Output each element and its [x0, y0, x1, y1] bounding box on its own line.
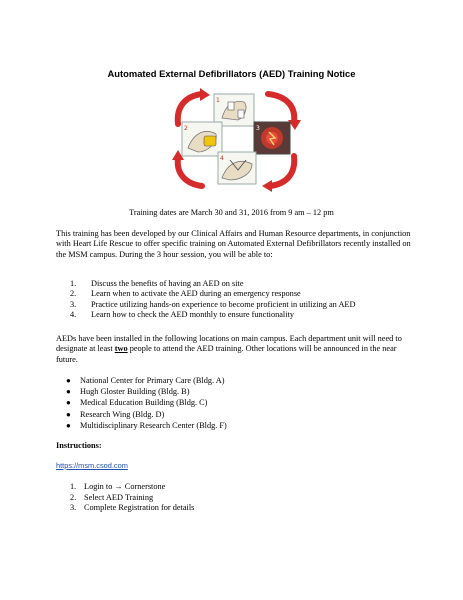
- list-number: 3.: [70, 503, 77, 513]
- list-number: 1.: [70, 482, 77, 491]
- bullet-icon: ●: [66, 376, 71, 385]
- aed-steps-diagram: [168, 88, 304, 192]
- cycle-arrow-icon: [262, 156, 294, 192]
- list-item-text: Research Wing (Bldg. D): [80, 409, 165, 419]
- intro-paragraph: This training has been developed by our Clinical Affairs and Human Resource departments, in conjunction with Heart Life Rescue to offer specific training on Automated External Defibrillators recently installed on the MSM campus. During the 3 hour session, you will be able to:: [56, 229, 411, 259]
- registration-link[interactable]: https://msm.csod.com: [56, 461, 128, 470]
- list-number: 3.: [70, 299, 77, 309]
- bullet-icon: ●: [66, 387, 71, 397]
- list-item: [66, 398, 227, 409]
- list-item-text: National Center for Primary Care (Bldg. A): [80, 376, 225, 385]
- list-number: 1.: [70, 279, 77, 288]
- list-item-text: Practice utilizing hands-on experience to become proficient in utilizing an AED: [91, 299, 356, 309]
- notice-title: Automated External Defibrillators (AED) Training Notice: [107, 68, 356, 79]
- list-item-text: Medical Education Building (Bldg. C): [80, 398, 208, 408]
- list-item: [70, 493, 194, 504]
- objectives-list: [70, 279, 356, 321]
- list-item-text: Select AED Training: [84, 492, 154, 502]
- list-item-text: Login to → Cornerstone: [84, 482, 166, 491]
- list-item-text: Hugh Gloster Building (Bldg. B): [80, 387, 190, 397]
- bullet-icon: ●: [66, 420, 71, 430]
- list-number: 2.: [70, 289, 77, 299]
- cpr-compression-icon: [218, 152, 256, 184]
- locations-list: [66, 376, 227, 432]
- aed-pads-placement-icon: [214, 94, 254, 126]
- list-item: [66, 387, 227, 398]
- training-dates: Training dates are March 30 and 31, 2016 from 9 am – 12 pm: [129, 208, 334, 217]
- list-item: [70, 503, 194, 514]
- bullet-icon: ●: [66, 398, 71, 408]
- list-item-text: Learn when to activate the AED during an emergency response: [91, 289, 301, 299]
- cycle-arrow-icon: [178, 88, 210, 124]
- step-number: 4: [220, 155, 224, 162]
- emphasis-text: two: [114, 344, 128, 354]
- registration-steps-list: [70, 482, 194, 514]
- instructions-heading: Instructions:: [56, 441, 102, 450]
- list-item-text: Multidisciplinary Research Center (Bldg. F): [80, 420, 227, 430]
- paragraph-text: AEDs have been installed in the following locations on main campus. Each department unit will need to designate at least: [56, 334, 402, 354]
- list-item-text: Discuss the benefits of having an AED on site: [91, 279, 244, 288]
- list-item: [66, 376, 227, 387]
- bullet-icon: ●: [66, 409, 71, 419]
- aed-analyze-icon: [182, 122, 222, 156]
- list-number: 4.: [70, 310, 77, 320]
- step-number: 1: [216, 97, 220, 104]
- aed-locations-paragraph: [56, 334, 416, 365]
- step-number: 3: [256, 125, 260, 132]
- list-item: [66, 410, 227, 421]
- list-item: [66, 421, 227, 432]
- list-item-text: Learn how to check the AED monthly to ensure functionality: [91, 310, 294, 320]
- list-item: [70, 289, 356, 299]
- heart-shock-icon: [254, 122, 290, 154]
- list-item-text: Complete Registration for details: [84, 503, 195, 513]
- step-number: 2: [184, 125, 188, 132]
- list-item: [70, 279, 356, 289]
- paragraph-text: people to attend the AED training. Other locations will be announced in the near future.: [56, 344, 397, 364]
- list-item: [70, 300, 356, 310]
- list-item: [70, 482, 194, 493]
- list-number: 2.: [70, 492, 77, 502]
- list-item: [70, 310, 356, 320]
